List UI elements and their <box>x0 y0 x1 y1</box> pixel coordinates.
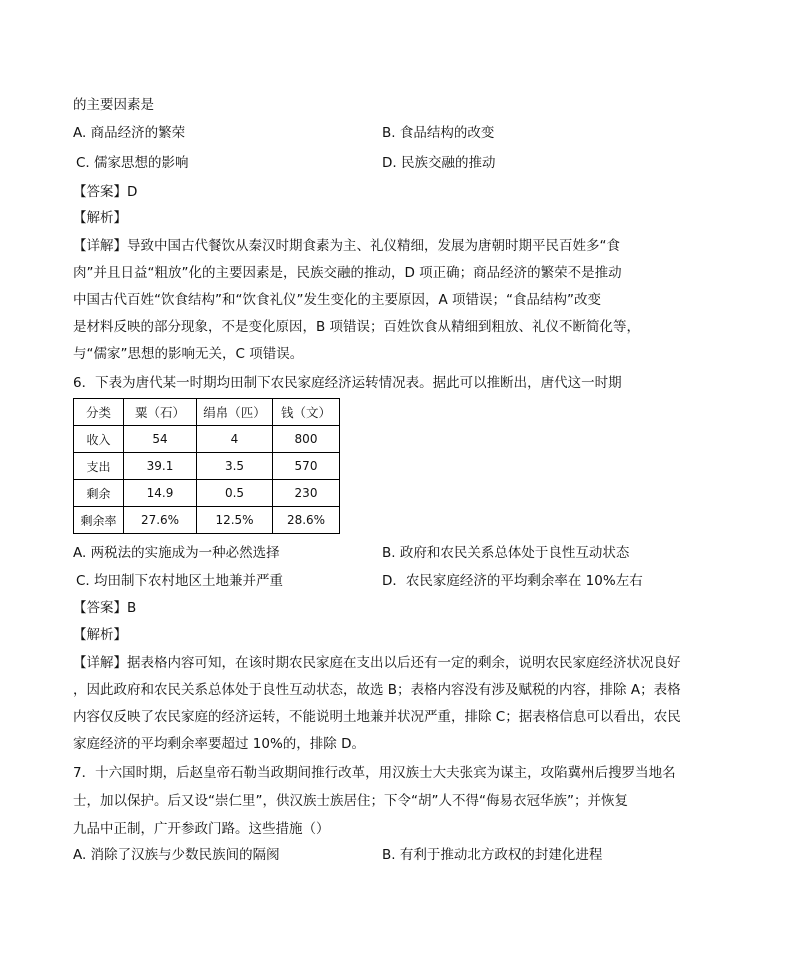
q5-analysis-label: 【解析】 <box>73 210 127 226</box>
q5-stem-tail: 的主要因素是 <box>73 97 154 113</box>
q5-option-c: C. 儒家思想的影响 <box>76 155 189 171</box>
q6-detail-line-2: ，因此政府和农民关系总体处于良性互动状态，故选 B；表格内容没有涉及赋税的内容，排除 A；表格 <box>73 682 681 698</box>
table-cell: 3.5 <box>197 453 273 480</box>
q5-option-b: B. 食品结构的改变 <box>382 125 495 141</box>
q6-economy-table <box>73 398 340 534</box>
table-header-row <box>74 399 340 426</box>
q5-detail-line-2: 肉”并且日益“粗放”化的主要因素是，民族交融的推动，D 项正确；商品经济的繁荣不是推动 <box>73 265 622 281</box>
table-cell: 12.5% <box>197 507 273 534</box>
table-cell: 0.5 <box>197 480 273 507</box>
q7-option-b: B. 有利于推动北方政权的封建化进程 <box>382 847 603 863</box>
table-row <box>74 426 340 453</box>
table-row <box>74 453 340 480</box>
table-cell: 800 <box>273 426 340 453</box>
table-cell: 支出 <box>74 453 124 480</box>
table-cell: 收入 <box>74 426 124 453</box>
header-silk: 绢帛（匹） <box>197 399 273 426</box>
q6-stem: 6．下表为唐代某一时期均田制下农民家庭经济运转情况表。据此可以推断出，唐代这一时期 <box>73 375 622 391</box>
q6-detail-line-3: 内容仅反映了农民家庭的经济运转，不能说明土地兼并状况严重，排除 C；据表格信息可以看出，农民 <box>73 709 681 725</box>
table-row <box>74 480 340 507</box>
q7-stem-line-3: 九品中正制，广开参政门路。这些措施（） <box>73 821 330 837</box>
q6-option-c: C. 均田制下农村地区土地兼并严重 <box>76 573 284 589</box>
table-cell: 剩余 <box>74 480 124 507</box>
q5-option-a: A. 商品经济的繁荣 <box>73 125 186 141</box>
q5-detail-line-4: 是材料反映的部分现象，不是变化原因，B 项错误；百姓饮食从精细到粗放、礼仪不断简化等， <box>73 319 641 335</box>
q7-stem-line-1: 7．十六国时期，后赵皇帝石勒当政期间推行改革，用汉族士大夫张宾为谋主，攻陷冀州后搜罗当地名 <box>73 765 676 781</box>
table-cell: 4 <box>197 426 273 453</box>
table-cell: 570 <box>273 453 340 480</box>
q7-option-a: A. 消除了汉族与少数民族间的隔阂 <box>73 847 280 863</box>
table-cell: 54 <box>124 426 197 453</box>
header-coin: 钱（文） <box>273 399 340 426</box>
q5-detail-line-3: 中国古代百姓“饮食结构”和“饮食礼仪”发生变化的主要原因，A 项错误；“食品结构”改变 <box>73 292 601 308</box>
q5-detail-line-5: 与“儒家”思想的影响无关，C 项错误。 <box>73 346 304 362</box>
q6-option-b: B. 政府和农民关系总体处于良性互动状态 <box>382 545 630 561</box>
q5-option-d: D. 民族交融的推动 <box>382 155 496 171</box>
header-category: 分类 <box>74 399 124 426</box>
q7-stem-line-2: 士，加以保护。后又设“崇仁里”，供汉族士族居住；下令“胡”人不得“侮易衣冠华族”；并恢复 <box>73 793 628 809</box>
table-cell: 14.9 <box>124 480 197 507</box>
table-cell: 39.1 <box>124 453 197 480</box>
header-millet: 粟（石） <box>124 399 197 426</box>
q6-answer: 【答案】B <box>73 600 137 616</box>
q6-detail-line-4: 家庭经济的平均剩余率要超过 10%的，排除 D。 <box>73 736 365 752</box>
q6-analysis-label: 【解析】 <box>73 627 127 643</box>
table-cell: 28.6% <box>273 507 340 534</box>
q5-detail-line-1: 【详解】导致中国古代餐饮从秦汉时期食素为主、礼仪精细，发展为唐朝时期平民百姓多“食 <box>73 238 620 254</box>
table-row <box>74 507 340 534</box>
table-cell: 230 <box>273 480 340 507</box>
table-cell: 27.6% <box>124 507 197 534</box>
q6-option-a: A. 两税法的实施成为一种必然选择 <box>73 545 280 561</box>
q6-option-d: D．农民家庭经济的平均剩余率在 10%左右 <box>382 573 643 589</box>
table-cell: 剩余率 <box>74 507 124 534</box>
q6-detail-line-1: 【详解】据表格内容可知，在该时期农民家庭在支出以后还有一定的剩余，说明农民家庭经济状况良好 <box>73 655 681 671</box>
q5-answer: 【答案】D <box>73 184 138 200</box>
